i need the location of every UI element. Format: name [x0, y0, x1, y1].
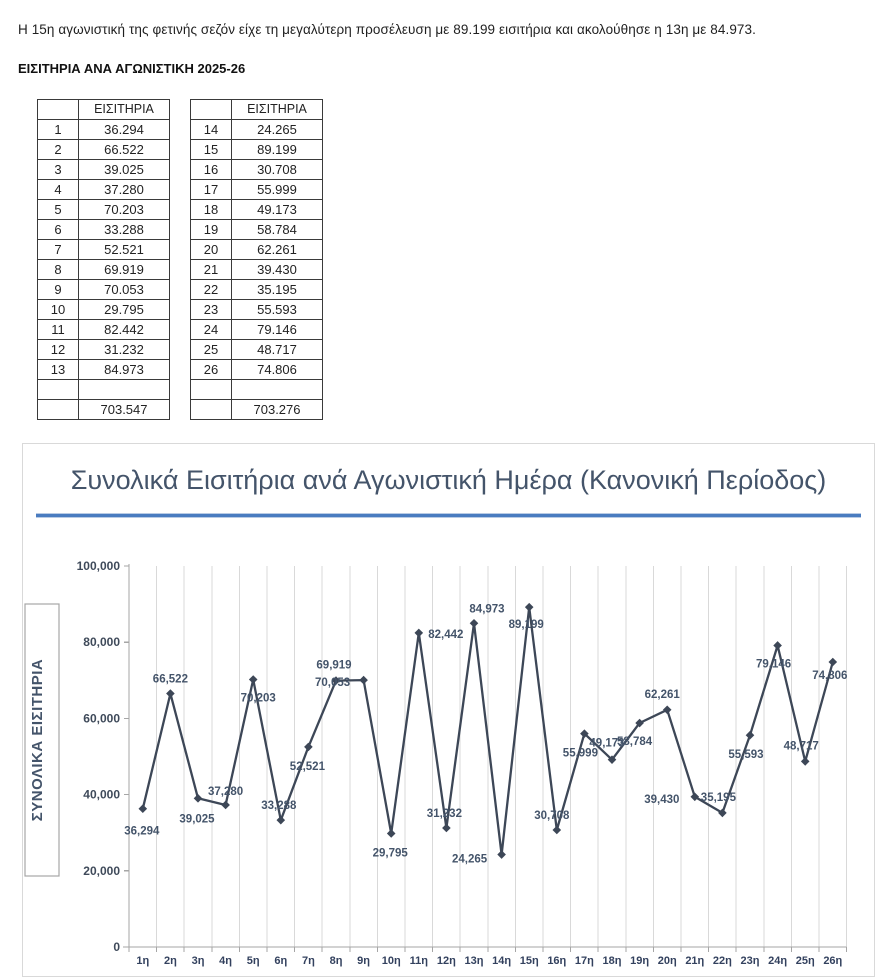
- row-value-cell: 55.593: [232, 300, 323, 320]
- data-point-label: 58,784: [617, 736, 653, 749]
- row-index-cell: 10: [38, 300, 79, 320]
- x-tick-label: 7η: [301, 955, 315, 967]
- empty-row: [191, 380, 323, 400]
- total-row: [191, 400, 323, 420]
- table-row: [191, 120, 323, 140]
- data-point-marker: [442, 824, 451, 833]
- table-row: [191, 220, 323, 240]
- data-point-label: 35,195: [700, 791, 736, 804]
- x-tick-label: 26η: [823, 955, 843, 967]
- row-index-cell: 5: [38, 200, 79, 220]
- x-tick-label: 13η: [464, 955, 484, 967]
- chart-title: Συνολικά Εισιτήρια ανά Αγωνιστική Ημέρα (Κανονική Περίοδος): [70, 465, 827, 495]
- x-tick-label: 12η: [436, 955, 456, 967]
- x-tick-label: 6η: [274, 955, 288, 967]
- data-point-marker: [166, 689, 175, 698]
- row-value-cell: 29.795: [79, 300, 170, 320]
- table-row: [191, 200, 323, 220]
- row-index-cell: 18: [191, 200, 232, 220]
- row-index-cell: 3: [38, 160, 79, 180]
- data-point-marker: [359, 676, 368, 685]
- data-point-marker: [773, 641, 782, 650]
- table-row: [191, 360, 323, 380]
- x-tick-label: 17η: [574, 955, 594, 967]
- data-point-marker: [497, 850, 506, 859]
- data-point-marker: [801, 757, 810, 766]
- x-tick-label: 25η: [795, 955, 815, 967]
- table-row: [191, 160, 323, 180]
- empty-cell: [38, 380, 79, 400]
- row-index-cell: 22: [191, 280, 232, 300]
- header-empty-cell: [191, 100, 232, 120]
- x-tick-label: 5η: [246, 955, 260, 967]
- data-point-label: 52,521: [289, 760, 325, 773]
- data-point-label: 66,522: [152, 673, 188, 686]
- row-value-cell: 79.146: [232, 320, 323, 340]
- x-tick-label: 3η: [191, 955, 205, 967]
- x-tick-label: 4η: [219, 955, 233, 967]
- table-row: [38, 200, 170, 220]
- empty-cell: [191, 380, 232, 400]
- x-tick-label: 10η: [381, 955, 401, 967]
- data-point-label: 48,717: [783, 740, 819, 753]
- data-point-label: 24,265: [452, 853, 488, 866]
- row-index-cell: 12: [38, 340, 79, 360]
- x-tick-label: 15η: [519, 955, 539, 967]
- row-value-cell: 35.195: [232, 280, 323, 300]
- data-point-marker: [525, 603, 534, 612]
- data-point-label: 39,430: [644, 793, 680, 806]
- total-value-cell: 703.276: [232, 400, 323, 420]
- row-index-cell: 20: [191, 240, 232, 260]
- table-row: [38, 140, 170, 160]
- table-row: [191, 320, 323, 340]
- tickets-tables: [37, 99, 323, 420]
- x-tick-label: 1η: [136, 955, 150, 967]
- row-value-cell: 24.265: [232, 120, 323, 140]
- data-point-label: 31,232: [426, 808, 462, 821]
- y-tick-label: 40,000: [83, 787, 120, 802]
- total-value-cell: 703.547: [79, 400, 170, 420]
- row-index-cell: 11: [38, 320, 79, 340]
- row-value-cell: 69.919: [79, 260, 170, 280]
- line-chart: [23, 444, 874, 976]
- data-point-label: 70,203: [240, 692, 276, 705]
- row-index-cell: 26: [191, 360, 232, 380]
- table-row: [191, 180, 323, 200]
- x-tick-label: 2η: [163, 955, 177, 967]
- total-row: [38, 400, 170, 420]
- x-tick-label: 14η: [492, 955, 512, 967]
- row-value-cell: 89.199: [232, 140, 323, 160]
- row-index-cell: 15: [191, 140, 232, 160]
- x-tick-label: 22η: [712, 955, 732, 967]
- table-row: [191, 260, 323, 280]
- table-row: [38, 120, 170, 140]
- row-index-cell: 2: [38, 140, 79, 160]
- table-row: [191, 280, 323, 300]
- table-row: [191, 300, 323, 320]
- data-point-label: 55,593: [728, 749, 764, 762]
- row-value-cell: 84.973: [79, 360, 170, 380]
- row-index-cell: 1: [38, 120, 79, 140]
- row-value-cell: 55.999: [232, 180, 323, 200]
- tickets-table-left: [37, 99, 170, 420]
- x-tick-label: 11η: [409, 955, 428, 967]
- data-point-marker: [221, 801, 230, 810]
- x-tick-label: 19η: [630, 955, 650, 967]
- data-point-label: 49,173: [589, 737, 625, 750]
- row-value-cell: 33.288: [79, 220, 170, 240]
- empty-cell: [191, 400, 232, 420]
- data-point-label: 36,294: [124, 825, 160, 838]
- row-index-cell: 19: [191, 220, 232, 240]
- section-heading: ΕΙΣΙΤΗΡΙΑ ΑΝΑ ΑΓΩΝΙΣΤΙΚΗ 2025-26: [18, 61, 246, 76]
- data-point-label: 62,261: [644, 688, 680, 701]
- row-index-cell: 9: [38, 280, 79, 300]
- row-index-cell: 8: [38, 260, 79, 280]
- data-point-marker: [470, 619, 479, 628]
- row-value-cell: 52.521: [79, 240, 170, 260]
- data-point-marker: [249, 675, 258, 684]
- data-point-label: 69,919: [316, 659, 352, 672]
- table-row: [38, 180, 170, 200]
- row-value-cell: 39.025: [79, 160, 170, 180]
- row-value-cell: 36.294: [79, 120, 170, 140]
- row-value-cell: 39.430: [232, 260, 323, 280]
- data-point-marker: [304, 743, 313, 752]
- y-tick-label: 0: [113, 940, 120, 954]
- row-index-cell: 6: [38, 220, 79, 240]
- table-row: [38, 360, 170, 380]
- header-tickets-cell: ΕΙΣΙΤΗΡΙΑ: [79, 100, 170, 120]
- data-point-label: 70,053: [315, 677, 351, 690]
- row-value-cell: 74.806: [232, 360, 323, 380]
- data-point-label: 39,025: [179, 813, 215, 826]
- chart-container: [22, 443, 875, 977]
- x-tick-label: 20η: [657, 955, 677, 967]
- x-tick-label: 8η: [329, 955, 343, 967]
- table-row: [38, 220, 170, 240]
- row-value-cell: 48.717: [232, 340, 323, 360]
- row-index-cell: 13: [38, 360, 79, 380]
- data-point-marker: [553, 826, 562, 835]
- tickets-table-right: [190, 99, 323, 420]
- data-point-label: 37,280: [208, 785, 244, 798]
- empty-cell: [38, 400, 79, 420]
- data-point-label: 29,795: [372, 847, 408, 860]
- data-point-marker: [829, 658, 838, 667]
- row-value-cell: 62.261: [232, 240, 323, 260]
- data-point-label: 33,288: [261, 800, 297, 813]
- x-tick-label: 18η: [602, 955, 622, 967]
- row-index-cell: 23: [191, 300, 232, 320]
- table-row: [38, 320, 170, 340]
- table-row: [38, 160, 170, 180]
- empty-cell: [79, 380, 170, 400]
- row-index-cell: 17: [191, 180, 232, 200]
- table-row: [38, 300, 170, 320]
- data-point-marker: [194, 794, 203, 803]
- table-row: [38, 260, 170, 280]
- row-value-cell: 70.203: [79, 200, 170, 220]
- intro-text: Η 15η αγωνιστική της φετινής σεζόν είχε τη μεγαλύτερη προσέλευση με 89.199 εισιτήρια και ακολούθησε η 13η με 84.973.: [18, 22, 756, 37]
- data-point-marker: [415, 629, 424, 638]
- data-point-marker: [277, 816, 286, 825]
- data-point-label: 84,973: [469, 603, 505, 616]
- row-index-cell: 7: [38, 240, 79, 260]
- row-index-cell: 21: [191, 260, 232, 280]
- y-tick-label: 60,000: [83, 711, 120, 726]
- data-point-label: 82,442: [428, 628, 464, 641]
- y-tick-label: 20,000: [83, 863, 120, 878]
- data-point-label: 30,708: [534, 810, 570, 823]
- row-value-cell: 66.522: [79, 140, 170, 160]
- row-index-cell: 14: [191, 120, 232, 140]
- x-tick-label: 21η: [685, 955, 705, 967]
- table-row: [191, 240, 323, 260]
- row-value-cell: 58.784: [232, 220, 323, 240]
- row-value-cell: 82.442: [79, 320, 170, 340]
- row-value-cell: 70.053: [79, 280, 170, 300]
- table-row: [191, 340, 323, 360]
- y-tick-label: 100,000: [76, 559, 120, 573]
- table-row: [38, 240, 170, 260]
- data-point-marker: [663, 705, 672, 714]
- row-value-cell: 30.708: [232, 160, 323, 180]
- header-empty-cell: [38, 100, 79, 120]
- row-index-cell: 16: [191, 160, 232, 180]
- x-tick-label: 24η: [768, 955, 788, 967]
- table-header-row: [191, 100, 323, 120]
- row-value-cell: 31.232: [79, 340, 170, 360]
- data-point-marker: [139, 804, 148, 813]
- x-tick-label: 9η: [357, 955, 371, 967]
- row-index-cell: 25: [191, 340, 232, 360]
- x-tick-label: 16η: [547, 955, 567, 967]
- data-point-marker: [746, 731, 755, 740]
- data-point-label: 79,146: [756, 658, 792, 671]
- data-point-label: 89,199: [508, 619, 544, 632]
- row-index-cell: 4: [38, 180, 79, 200]
- data-point-marker: [387, 829, 396, 838]
- row-value-cell: 37.280: [79, 180, 170, 200]
- y-axis-title: ΣΥΝΟΛΙΚΑ ΕΙΣΙΤΗΡΙΑ: [29, 658, 46, 822]
- row-index-cell: 24: [191, 320, 232, 340]
- data-point-label: 55,999: [562, 747, 598, 760]
- table-header-row: [38, 100, 170, 120]
- table-row: [38, 340, 170, 360]
- x-tick-label: 23η: [740, 955, 760, 967]
- y-tick-label: 80,000: [83, 635, 120, 650]
- table-row: [191, 140, 323, 160]
- header-tickets-cell: ΕΙΣΙΤΗΡΙΑ: [232, 100, 323, 120]
- row-value-cell: 49.173: [232, 200, 323, 220]
- data-point-label: 74,806: [812, 669, 848, 682]
- empty-cell: [232, 380, 323, 400]
- empty-row: [38, 380, 170, 400]
- table-row: [38, 280, 170, 300]
